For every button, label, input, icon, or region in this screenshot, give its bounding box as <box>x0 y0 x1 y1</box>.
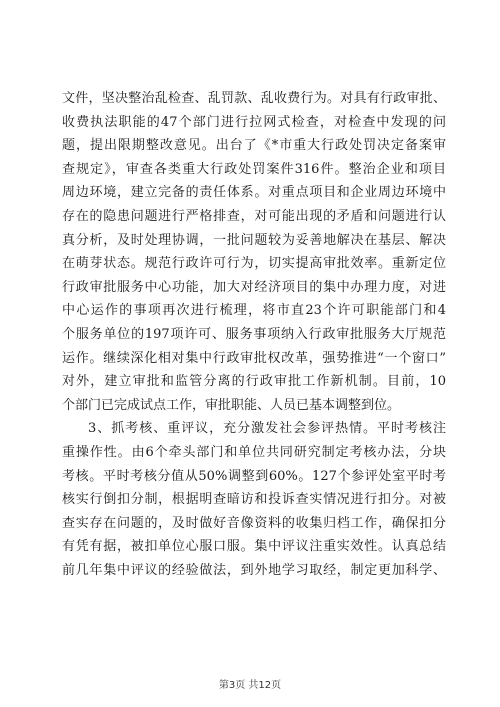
text-line: 前几年集中评议的经验做法，到外地学习取经，制定更加科学、 <box>62 562 446 578</box>
text-line: 个服务单位的197项许可、服务事项纳入行政审批服务大厅规范 <box>62 326 446 342</box>
text-line: 存在的隐患问题进行严格排查，对可能出现的矛盾和问题进行认 <box>62 208 446 224</box>
text-line: 运作。继续深化相对集中行政审批权改革，强势推进“一个窗口” <box>62 350 446 366</box>
body-text <box>62 87 446 582</box>
text-line: 文件，坚决整治乱检查、乱罚款、乱收费行为。对具有行政审批、 <box>62 91 446 106</box>
text-line: 个部门已完成试点工作，审批职能、人员已基本调整到位。 <box>62 397 401 413</box>
text-line: 重操作性。由6个牵头部门和单位共同研究制定考核办法，分块 <box>62 444 446 460</box>
text-line: 对外，建立审批和监管分离的行政审批工作新机制。目前，10 <box>62 374 446 390</box>
text-line: 核实行倒扣分制，根据明查暗访和投诉查实情况进行扣分。对被 <box>62 492 446 508</box>
text-line: 查规定》，审查各类重大行政处罚案件316件。整治企业和项目 <box>62 161 446 177</box>
text-line: 周边环境，建立完备的责任体系。对重点项目和企业周边环境中 <box>62 185 446 201</box>
section-heading-line: 3、抓考核、重评议，充分激发社会参评热情。平时考核注 <box>88 421 446 437</box>
text-line: 查实存在问题的，及时做好音像资料的收集归档工作，确保扣分 <box>62 515 446 531</box>
text-line: 考核。平时考核分值从50%调整到60%。127个参评处室平时考 <box>62 468 446 484</box>
text-line: 有凭有据，被扣单位心服口服。集中评议注重实效性。认真总结 <box>62 539 446 555</box>
text-line: 题，提出限期整改意见。出台了《*市重大行政处罚决定备案审 <box>62 138 446 154</box>
text-line: 行政审批服务中心功能，加大对经济项目的集中办理力度，对进 <box>62 279 446 295</box>
text-line: 在萌芽状态。规范行政许可行为，切实提高审批效率。重新定位 <box>62 256 446 272</box>
page-footer: 第3页 共12页 <box>218 680 282 691</box>
text-line: 真分析，及时处理协调，一批问题较为妥善地解决在基层、解决 <box>62 232 446 248</box>
text-line: 收费执法职能的47个部门进行拉网式检查，对检查中发现的问 <box>62 114 446 130</box>
text-line: 中心运作的事项再次进行梳理，将市直23个许可职能部门和4 <box>62 303 446 319</box>
